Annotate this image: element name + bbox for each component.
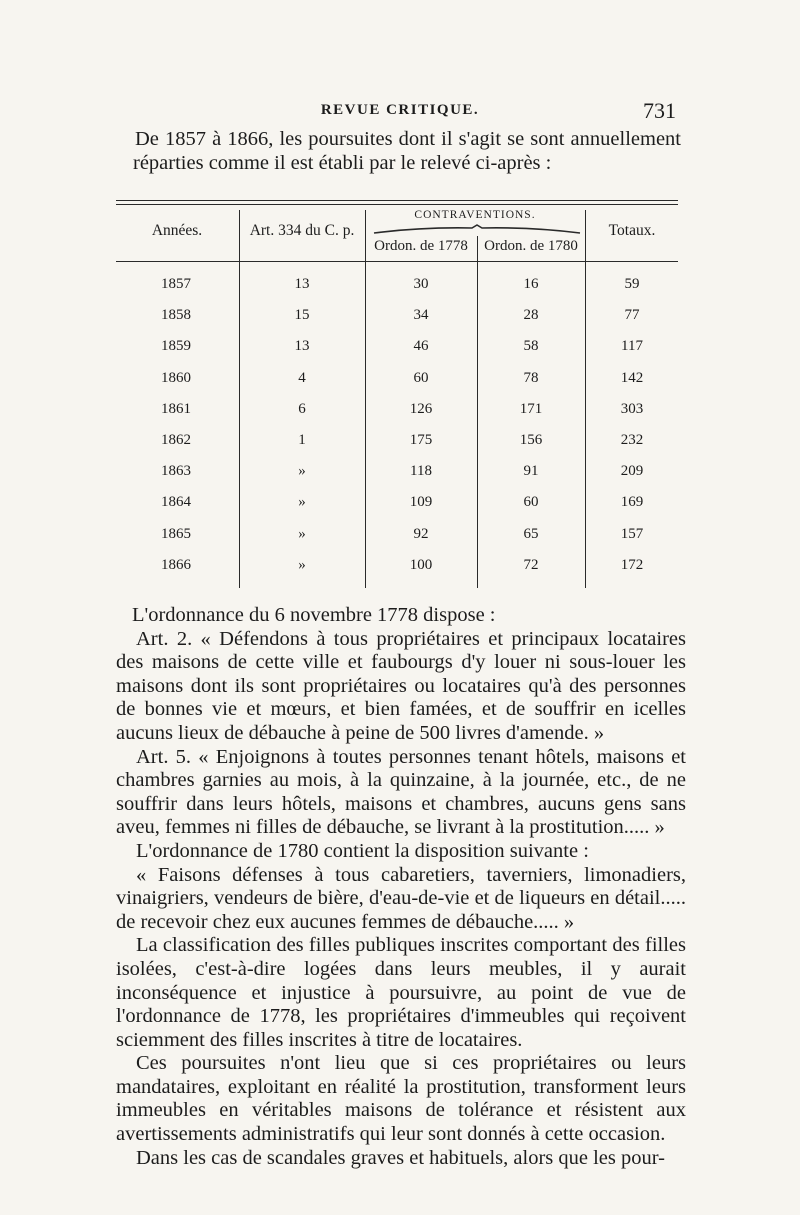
cell-ordon-1778: 60 xyxy=(413,369,429,386)
cell-art-334: 15 xyxy=(294,307,310,324)
cell-total: 172 xyxy=(620,556,644,573)
cell-ordon-1780: 171 xyxy=(519,400,543,417)
cell-year: 1865 xyxy=(161,525,191,542)
cell-year: 1866 xyxy=(161,556,191,573)
cell-ordon-1778: 34 xyxy=(413,307,429,324)
cell-ordon-1778: 100 xyxy=(409,556,433,573)
cell-art-334: 6 xyxy=(298,400,306,417)
paragraph: « Faisons défenses à tous cabaretiers, taverniers, limonadiers, vinaigriers, vendeurs de bière, d'eau-de-vie et de liqueurs en détail..... de recevoir chez eux aucunes femmes de débauche..... » xyxy=(116,863,686,933)
col-divider-1 xyxy=(239,210,240,588)
cell-total: 77 xyxy=(624,307,640,324)
table-top-rule-2 xyxy=(116,204,678,205)
header-ordon-1780: Ordon. de 1780 xyxy=(484,238,578,254)
cell-year: 1863 xyxy=(161,463,191,480)
cell-art-334: 4 xyxy=(298,369,306,386)
cell-year: 1861 xyxy=(161,400,191,417)
cell-ordon-1778: 46 xyxy=(413,338,429,355)
brace-icon xyxy=(372,224,582,236)
cell-ordon-1778: 92 xyxy=(413,525,429,542)
header-totals: Totaux. xyxy=(608,222,656,239)
running-head xyxy=(0,98,800,126)
cell-ordon-1780: 72 xyxy=(523,556,539,573)
intro-paragraph: De 1857 à 1866, les poursuites dont il s'agit se sont annuellement réparties comme il est établi par le relevé ci-après : xyxy=(133,128,681,174)
cell-total: 157 xyxy=(620,525,644,542)
paragraph: Dans les cas de scandales graves et habituels, alors que les pour- xyxy=(136,1146,665,1169)
paragraph: Art. 5. « Enjoignons à toutes personnes tenant hôtels, maisons et chambres garnies au mois, à la quinzaine, à la journée, etc., de ne souffrir dans leurs hôtels, maisons et chambres, aucuns gens sans aveu, femmes ni filles de débauche, se livrant à la prostitution..... » xyxy=(116,745,686,839)
cell-ordon-1780: 16 xyxy=(523,276,539,292)
page-number: 731 xyxy=(643,98,676,123)
cell-art-334: » xyxy=(298,556,306,573)
cell-art-334: 13 xyxy=(294,276,310,292)
cell-ordon-1780: 28 xyxy=(523,307,539,324)
cell-ordon-1780: 78 xyxy=(523,369,539,386)
header-ordon-1778: Ordon. de 1778 xyxy=(374,238,468,254)
cell-art-334: » xyxy=(298,525,306,542)
cell-ordon-1778: 126 xyxy=(409,400,433,417)
paragraph: Ces poursuites n'ont lieu que si ces propriétaires ou leurs mandataires, exploitant en réalité la prostitution, transforment leurs immeubles en véritables maisons de tolérance et résistent aux avertissements administratifs qui leur sont donnés à cette occasion. xyxy=(116,1052,686,1146)
cell-year: 1860 xyxy=(161,369,191,386)
cell-year: 1864 xyxy=(161,494,191,511)
cell-year: 1859 xyxy=(161,338,191,355)
cell-total: 59 xyxy=(624,276,640,292)
paragraph: La classification des filles publiques inscrites comportant des filles isolées, c'est-à-dire logées dans leurs meubles, il y aurait inconséquence et injustice à poursuivre, au point de vue de l'ordonnance de 1778, les propriétaires d'immeubles qui reçoivent sciemment des filles inscrites à titre de locataires. xyxy=(116,934,686,1051)
cell-ordon-1780: 65 xyxy=(523,525,539,542)
cell-ordon-1778: 109 xyxy=(409,494,433,511)
body-text xyxy=(116,604,686,1170)
cell-year: 1858 xyxy=(161,307,191,324)
running-title: REVUE CRITIQUE. xyxy=(320,102,480,118)
header-years: Années. xyxy=(151,222,203,239)
table-top-rule-1 xyxy=(116,200,678,201)
cell-total: 303 xyxy=(620,400,644,417)
col-divider-3 xyxy=(477,236,478,588)
cell-total: 142 xyxy=(620,369,644,386)
cell-art-334: 1 xyxy=(298,432,306,448)
cell-ordon-1778: 175 xyxy=(409,432,433,448)
cell-total: 209 xyxy=(620,463,644,480)
cell-art-334: » xyxy=(298,494,306,511)
cell-ordon-1780: 91 xyxy=(523,463,539,480)
cell-ordon-1778: 30 xyxy=(413,276,429,292)
header-contraventions: CONTRAVENTIONS. xyxy=(414,209,536,221)
paragraph: L'ordonnance de 1780 contient la disposition suivante : xyxy=(136,839,589,862)
header-art-334: Art. 334 du C. p. xyxy=(249,222,355,239)
cell-total: 117 xyxy=(621,338,643,355)
col-divider-4 xyxy=(585,210,586,588)
paragraph: Art. 2. « Défendons à tous propriétaires et principaux locataires des maisons de cette ville et faubourgs d'y louer ni sous-louer les maisons dont ils sont propriétaires ou locataires qu'à des personnes de bonnes vie et mœurs, et bien famées, et de souffrir en icelles aucuns lieux de débauche à peine de 500 livres d'amende. » xyxy=(116,627,686,744)
cell-ordon-1780: 58 xyxy=(523,338,539,355)
paragraph: L'ordonnance du 6 novembre 1778 dispose : xyxy=(132,604,496,626)
table-header-rule xyxy=(116,261,678,262)
cell-ordon-1780: 60 xyxy=(523,494,539,511)
cell-total: 232 xyxy=(620,432,644,448)
cell-art-334: 13 xyxy=(294,338,310,355)
cell-total: 169 xyxy=(620,494,644,511)
cell-year: 1857 xyxy=(161,276,191,292)
cell-year: 1862 xyxy=(161,432,191,448)
cell-art-334: » xyxy=(298,463,306,480)
cell-ordon-1780: 156 xyxy=(519,432,543,448)
col-divider-2 xyxy=(365,210,366,588)
cell-ordon-1778: 118 xyxy=(410,463,432,480)
